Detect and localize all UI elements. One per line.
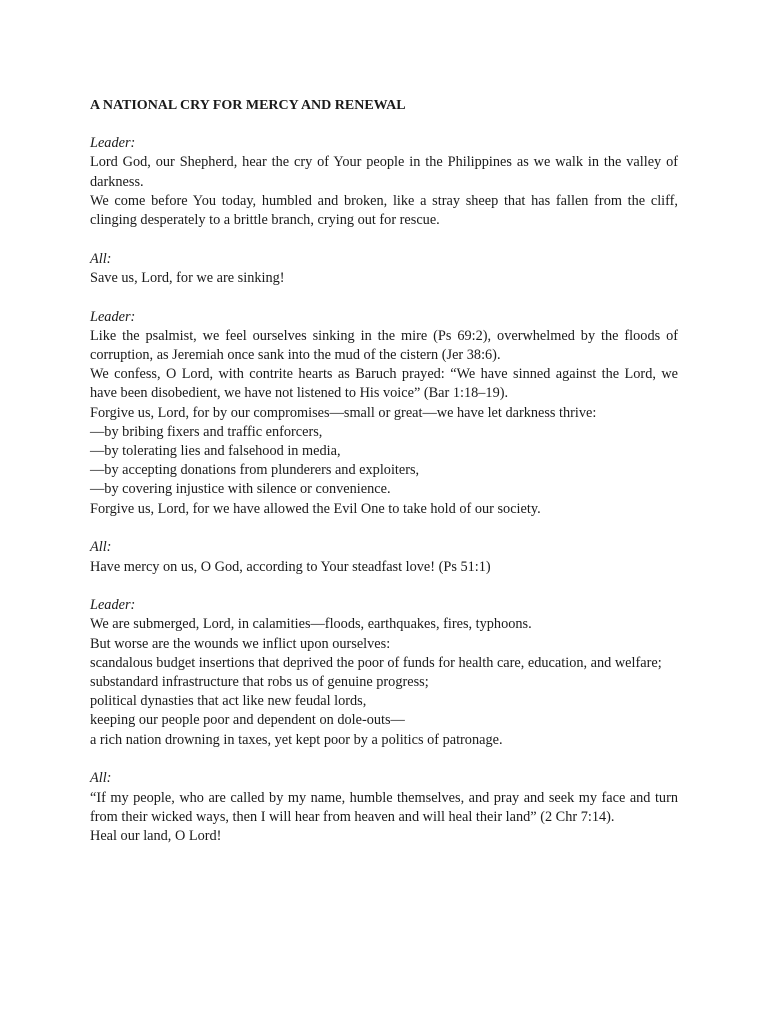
document-page [90, 96, 678, 866]
response-line: Save us, Lord, for we are sinking! [90, 269, 285, 286]
section-all-1 [90, 250, 678, 288]
prayer-line: We come before You today, humbled and broken, like a stray sheep that has fallen from the cliff, clinging desperately to a brittle branch, crying out for rescue. [90, 192, 678, 229]
speaker-label: Leader: [90, 135, 136, 152]
speaker-label: Leader: [90, 308, 136, 325]
response-line: Have mercy on us, O God, according to Your steadfast love! (Ps 51:1) [90, 558, 491, 575]
response-line: Heal our land, O Lord! [90, 828, 222, 844]
prayer-line: Like the psalmist, we feel ourselves sinking in the mire (Ps 69:2), overwhelmed by the floods of corruption, as Jeremiah once sank into the mud of the cistern (Jer 38:6). [90, 327, 678, 364]
prayer-line: keeping our people poor and dependent on dole-outs— [90, 712, 405, 729]
prayer-line: Lord God, our Shepherd, hear the cry of Your people in the Philippines as we walk in the valley of darkness. [90, 154, 678, 190]
prayer-line: scandalous budget insertions that deprived the poor of funds for health care, education, and welfare; [90, 654, 662, 671]
prayer-line: a rich nation drowning in taxes, yet kept poor by a politics of patronage. [90, 731, 503, 748]
prayer-line: But worse are the wounds we inflict upon ourselves: [90, 635, 391, 652]
section-all-3 [90, 769, 678, 846]
prayer-line: Forgive us, Lord, for by our compromises—small or great—we have let darkness thrive: [90, 404, 597, 421]
response-line: “If my people, who are called by my name, humble themselves, and pray and seek my face and turn from their wicked ways, then I will hear from heaven and will heal their land” (2 Chr 7:14). [90, 789, 678, 825]
prayer-line: We are submerged, Lord, in calamities—floods, earthquakes, fires, typhoons. [90, 616, 532, 633]
prayer-line: We confess, O Lord, with contrite hearts as Baruch prayed: “We have sinned against the Lord, we have been disobedient, we have not listened to His voice” (Bar 1:18–19). [90, 366, 678, 402]
section-all-2 [90, 538, 678, 576]
speaker-label: All: [90, 539, 112, 556]
list-item: —by bribing fixers and traffic enforcers, [90, 423, 323, 440]
speaker-label: All: [90, 250, 112, 267]
speaker-label: Leader: [90, 597, 136, 614]
prayer-line: Forgive us, Lord, for we have allowed the Evil One to take hold of our society. [90, 500, 541, 517]
section-leader-3 [90, 596, 678, 750]
section-leader-1 [90, 134, 678, 230]
list-item: —by covering injustice with silence or convenience. [90, 481, 391, 498]
list-item: —by tolerating lies and falsehood in media, [90, 443, 341, 460]
prayer-line: substandard infrastructure that robs us of genuine progress; [90, 674, 429, 691]
speaker-label: All: [90, 770, 112, 787]
document-title: A NATIONAL CRY FOR MERCY AND RENEWAL [90, 98, 406, 113]
prayer-line: political dynasties that act like new feudal lords, [90, 693, 367, 710]
section-leader-2 [90, 308, 678, 519]
list-item: —by accepting donations from plunderers and exploiters, [90, 462, 420, 479]
